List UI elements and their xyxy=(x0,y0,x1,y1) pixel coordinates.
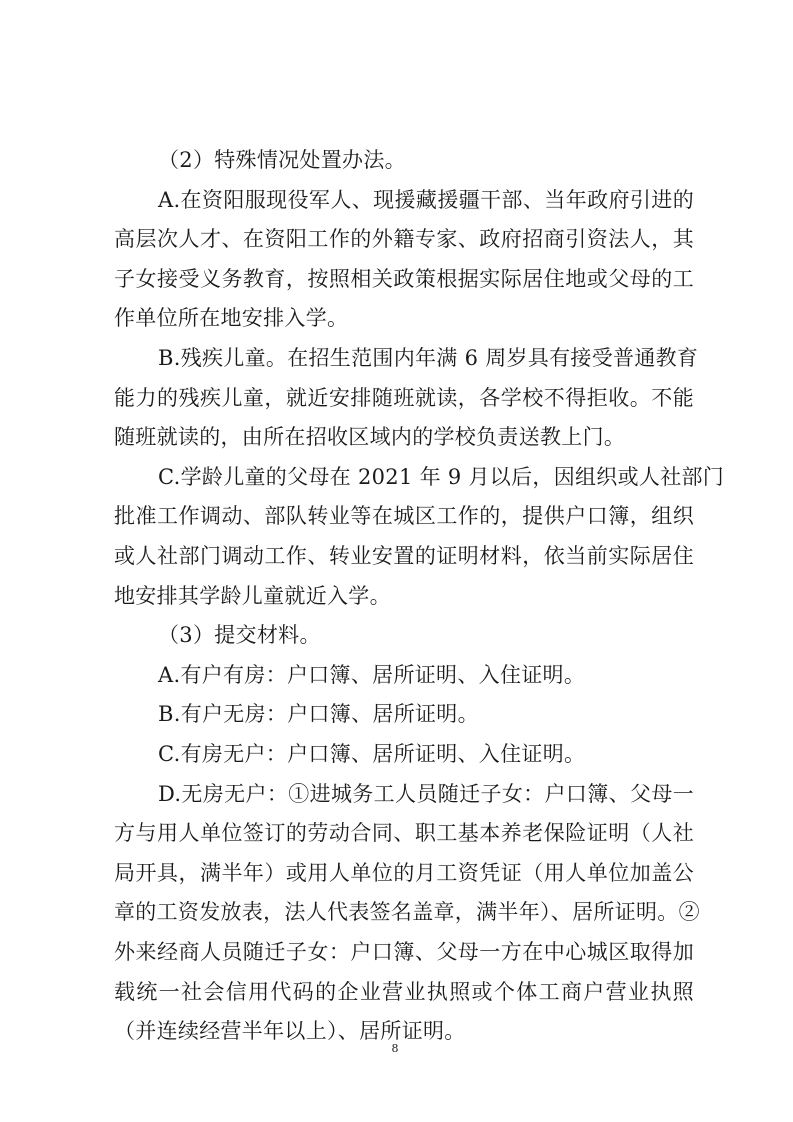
material-item-a: A.有户有房：户口簿、居所证明、入住证明。 xyxy=(158,663,586,687)
paragraph-c-line-4: 地安排其学龄儿童就近入学。 xyxy=(114,584,391,608)
paragraph-b-line-3: 随班就读的，由所在招收区域内的学校负责送教上门。 xyxy=(114,425,626,449)
section-heading-materials: （3）提交材料。 xyxy=(158,623,321,647)
section-heading-special-cases: （2）特殊情况处置办法。 xyxy=(158,148,406,172)
paragraph-a-line-1: A.在资阳服现役军人、现援藏援疆干部、当年政府引进的 xyxy=(158,188,694,212)
material-item-d-line-3: 局开具，满半年）或用人单位的月工资凭证（用人单位加盖公 xyxy=(114,861,694,885)
paragraph-b-line-2: 能力的残疾儿童，就近安排随班就读，各学校不得拒收。不能 xyxy=(114,386,694,410)
paragraph-c-line-3: 或人社部门调动工作、转业安置的证明材料，依当前实际居住 xyxy=(114,544,694,568)
paragraph-c-line-2: 批准工作调动、部队转业等在城区工作的，提供户口簿，组织 xyxy=(114,504,694,528)
material-item-d-line-4: 章的工资发放表，法人代表签名盖章，满半年）、居所证明。② xyxy=(114,900,700,924)
material-item-b: B.有户无房：户口簿、居所证明。 xyxy=(158,702,479,726)
material-item-c: C.有房无户：户口簿、居所证明、入住证明。 xyxy=(158,742,586,766)
paragraph-c-line-1: C.学龄儿童的父母在 2021 年 9 月以后，因组织或人社部门 xyxy=(158,465,725,489)
paragraph-a-line-2: 高层次人才、在资阳工作的外籍专家、政府招商引资法人，其 xyxy=(114,227,694,251)
paragraph-a-line-4: 作单位所在地安排入学。 xyxy=(114,306,349,330)
material-item-d-line-5: 外来经商人员随迁子女：户口簿、父母一方在中心城区取得加 xyxy=(114,940,694,964)
paragraph-b-line-1: B.残疾儿童。在招生范围内年满 6 周岁具有接受普通教育 xyxy=(158,346,699,370)
page-number: 8 xyxy=(391,1042,399,1055)
material-item-d-line-2: 方与用人单位签订的劳动合同、职工基本养老保险证明（人社 xyxy=(114,821,694,845)
material-item-d-line-7: （并连续经营半年以上）、居所证明。 xyxy=(114,1019,466,1043)
paragraph-a-line-3: 子女接受义务教育，按照相关政策根据实际居住地或父母的工 xyxy=(114,267,694,291)
material-item-d-line-1: D.无房无户：①进城务工人员随迁子女：户口簿、父母一 xyxy=(158,782,694,806)
material-item-d-line-6: 载统一社会信用代码的企业营业执照或个体工商户营业执照 xyxy=(114,980,694,1004)
